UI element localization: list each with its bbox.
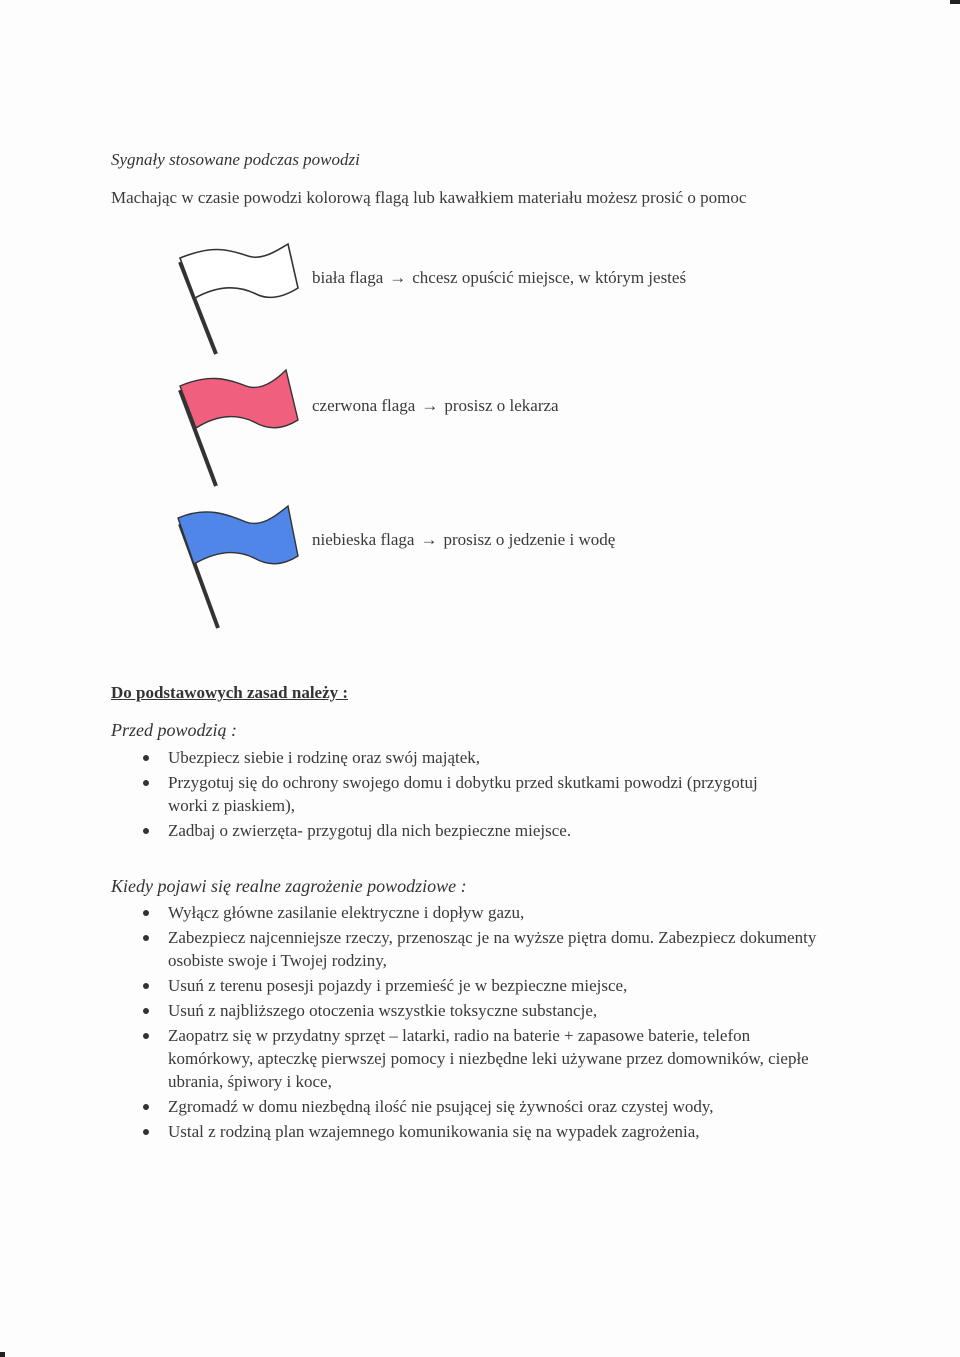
before-flood-heading: Przed powodzią : (111, 720, 237, 740)
list-item: Zaopatrz się w przydatny sprzęt – latarki, radio na baterie + zapasowe baterie, telefon komórkowy, apteczkę pierwszej pomocy i niezbędne leki używane przez domowników, ciepłe ubrania, śpiwory i koce, (140, 1024, 820, 1093)
white-flag-cloth (180, 244, 298, 298)
scan-edge-mark-bottom-left (0, 1352, 5, 1357)
intro-text: Machając w czasie powodzi kolorową flagą lub kawałkiem materiału możesz prosić o pomoc (111, 188, 747, 207)
arrow-icon: → (421, 396, 439, 415)
page-title: Sygnały stosowane podczas powodzi (111, 150, 360, 169)
list-item: Zabezpiecz najcenniejsze rzeczy, przenosząc je na wyższe piętra domu. Zabezpiecz dokumenty osobiste swoje i Twojej rodziny, (140, 926, 820, 972)
flag-row-white (170, 238, 810, 378)
flag-meaning: prosisz o jedzenie i wodę (443, 530, 616, 549)
section-heading: Do podstawowych zasad należy : (111, 683, 349, 702)
flood-threat-heading: Kiedy pojawi się realne zagrożenie powodziowe : (111, 876, 467, 896)
blue-flag-icon (170, 500, 310, 640)
list-item: Ustal z rodziną plan wzajemnego komunikowania się na wypadek zagrożenia, (140, 1120, 820, 1143)
list-item: Przygotuj się do ochrony swojego domu i dobytku przed skutkami powodzi (przygotuj worki z piaskiem), (140, 771, 780, 817)
flag-label: biała flaga (312, 268, 384, 287)
flag-label: czerwona flaga (312, 396, 416, 415)
red-flag-icon (170, 366, 310, 506)
flag-caption-blue (312, 530, 615, 550)
arrow-icon: → (420, 530, 438, 549)
list-item: Zgromadź w domu niezbędną ilość nie psującej się żywności oraz czystej wody, (140, 1095, 820, 1118)
arrow-icon: → (389, 268, 407, 287)
blue-flag-cloth (178, 506, 298, 564)
flood-threat-list (140, 901, 820, 1145)
flag-row-blue (170, 500, 810, 640)
scan-edge-mark-top-right (950, 0, 960, 4)
list-item: Wyłącz główne zasilanie elektryczne i dopływ gazu, (140, 901, 820, 924)
flag-row-red (170, 366, 810, 506)
white-flag-icon (170, 238, 310, 378)
list-item: Usuń z terenu posesji pojazdy i przemieść je w bezpieczne miejsce, (140, 974, 820, 997)
flag-caption-white (312, 268, 686, 288)
red-flag-cloth (180, 370, 298, 428)
list-item: Usuń z najbliższego otoczenia wszystkie toksyczne substancje, (140, 999, 820, 1022)
flag-caption-red (312, 396, 559, 416)
flag-label: niebieska flaga (312, 530, 415, 549)
flag-meaning: prosisz o lekarza (444, 396, 559, 415)
flag-meaning: chcesz opuścić miejsce, w którym jesteś (412, 268, 687, 287)
before-flood-list (140, 746, 780, 844)
list-item: Ubezpiecz siebie i rodzinę oraz swój majątek, (140, 746, 780, 769)
list-item: Zadbaj o zwierzęta- przygotuj dla nich bezpieczne miejsce. (140, 819, 780, 842)
